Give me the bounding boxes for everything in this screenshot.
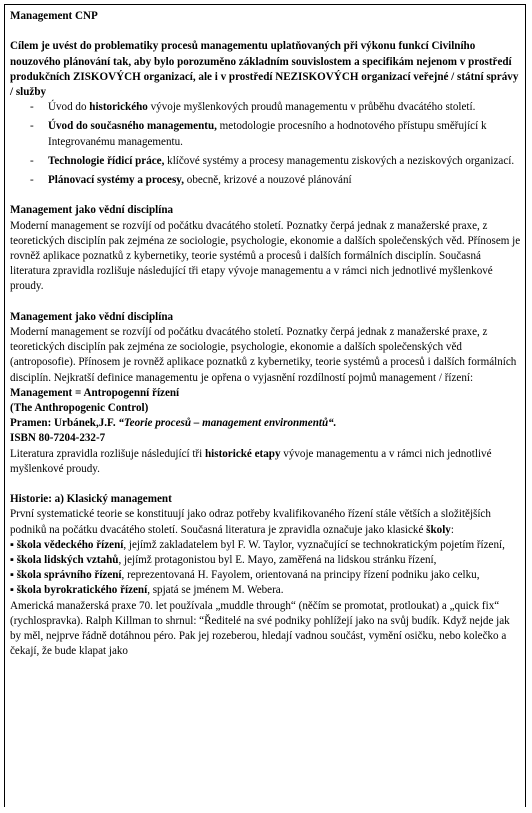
paragraph-text: Literatura zpravidla rozlišuje následující tři — [10, 447, 205, 460]
school-description: , reprezentovaná H. Fayolem, orientovaná na principy řízení podniku jako celku, — [121, 569, 480, 582]
school-description: , jejímž zakladatelem byl F. W. Taylor, vyznačující se technokratickým pojetím řízení, — [123, 538, 505, 551]
dash-marker: - — [30, 174, 34, 187]
school-item — [10, 553, 521, 568]
bullet-marker: ▪ — [10, 569, 14, 582]
paragraph-bold: historické etapy — [205, 447, 281, 460]
school-item — [10, 568, 521, 583]
list-item-text: klíčové systémy a procesy managementu ziskových a neziskových organizací. — [164, 154, 515, 167]
spacer — [10, 295, 521, 310]
spacer — [10, 477, 521, 492]
list-item-text: Úvod do — [48, 101, 90, 114]
list-item-bold: Úvod do současného managementu, — [48, 120, 217, 133]
topics-list — [10, 100, 521, 188]
dash-marker: - — [30, 120, 34, 133]
paragraph-text: vývoje managementu a v rámci nich jednotlivé myšlenkové proudy. — [10, 447, 492, 475]
closing-paragraph: Americká manažerská praxe 70. let používala „muddle through“ (něčím se promotat, protloukat) a „quick fix“ (rychlospravka). Ralph Killman to shrnul: “Ředitelé na své podniky pohlížejí jako na svůj budík. Když nejde jak by měl, nejprve řádně dotáhnou péro. Pak jej rozeberou, hledají vadnou součást, vymění osičku, nebo kolečko a čekají, že bude klapat jako — [10, 599, 510, 658]
dash-marker: - — [30, 154, 34, 167]
section-heading: Management jako vědní disciplína — [10, 310, 174, 323]
document-title: Management CNP — [10, 10, 98, 22]
school-name: škola vědeckého řízení — [16, 538, 124, 551]
bullet-marker: ▪ — [10, 538, 14, 551]
list-item-bold: Technologie řídicí práce, — [48, 154, 165, 167]
intro-paragraph: Cílem je uvést do problematiky procesů managementu uplatňovaných při výkonu funkcí Civilního nouzového plánování tak, aby bylo porozuměno základním souvislostem a specifikám nejenom v prostředí produkčních ZISKOVÝCH organizací, ale i v prostředí NEZISKOVÝCH organizací veřejné / státní správy / služby — [10, 40, 519, 98]
section-paragraph — [10, 507, 521, 537]
section-heading: Management jako vědní disciplína — [10, 204, 174, 217]
spacer — [10, 188, 521, 203]
list-item — [10, 154, 521, 169]
section-paragraph: Moderní management se rozvíjí od počátku dvacátého století. Poznatky čerpá jednak z manažerské praxe, z teoretických disciplín pak zejména ze sociologie, psychologie, ekonomie a dalších společenských věd. Přínosem je rovněž aplikace poznatků z kybernetiky, teorie systémů a procesů i dalších formálních disciplín. Současná literatura zpravidla rozlišuje následující tři etapy vývoje managementu a v rámci nich jednotlivé myšlenkové proudy. — [10, 219, 521, 293]
dash-marker: - — [30, 101, 34, 114]
school-description: , spjatá se jménem M. Webera. — [147, 584, 284, 597]
school-name: škola byrokratického řízení — [16, 584, 148, 597]
source-title: “Teorie procesů – management environmentů“. — [118, 417, 337, 430]
bullet-marker: ▪ — [10, 554, 14, 567]
source-label: Pramen: Urbánek,J.F. — [10, 417, 119, 430]
list-item — [10, 173, 521, 188]
list-item — [10, 119, 521, 149]
list-item-text: obecně, krizové a nouzové plánování — [184, 174, 352, 187]
list-item-bold: historického — [89, 101, 148, 114]
definition-subline: (The Anthropogenic Control) — [10, 402, 149, 415]
section-heading: Historie: a) Klasický management — [10, 493, 172, 506]
bullet-marker: ▪ — [10, 584, 14, 597]
list-item-bold: Plánovací systémy a procesy, — [48, 174, 184, 187]
list-item — [10, 100, 521, 115]
school-description: , jejímž protagonistou byl E. Mayo, zaměřená na lidskou stránku řízení, — [118, 554, 437, 567]
school-name: škola lidských vztahů — [16, 554, 119, 567]
spacer — [10, 24, 521, 39]
school-name: škola správního řízení — [16, 569, 122, 582]
list-item-text: metodologie procesního a hodnotového přístupu směřující k Integrovanému managementu. — [48, 120, 487, 148]
school-item — [10, 538, 521, 553]
list-item-text: vývoje myšlenkových proudů managementu v průběhu dvacátého století. — [147, 101, 476, 114]
paragraph-text: : — [450, 523, 454, 536]
definition-line: Management = Antropogenní řízení — [10, 386, 180, 399]
source-line — [10, 416, 521, 431]
paragraph-bold: školy — [426, 523, 451, 536]
section-paragraph: Moderní management se rozvíjí od počátku dvacátého století. Poznatky čerpá jednak z manažerské praxe, z teoretických disciplín pak zejména ze sociologie, psychologie, ekonomie a dalších společenských věd (antroposofie). Přínosem je rovněž aplikace poznatků z kybernetiky, teorie systémů a procesů i dalších formálních disciplín. Nejkratší definice managementu je opřena o vyjasnění rozdílností pojmů management / řízení: — [10, 326, 517, 384]
document-page — [4, 4, 526, 807]
section-paragraph — [10, 447, 521, 477]
paragraph-text: První systematické teorie se konstituují jako odraz potřeby kvalifikovaného řízení stále větších a složitějších podniků na počátku dvacátého století. Současná literatura je zpravidla označuje jako klasické — [10, 508, 491, 536]
school-item — [10, 583, 521, 598]
isbn-line: ISBN 80-7204-232-7 — [10, 432, 106, 445]
